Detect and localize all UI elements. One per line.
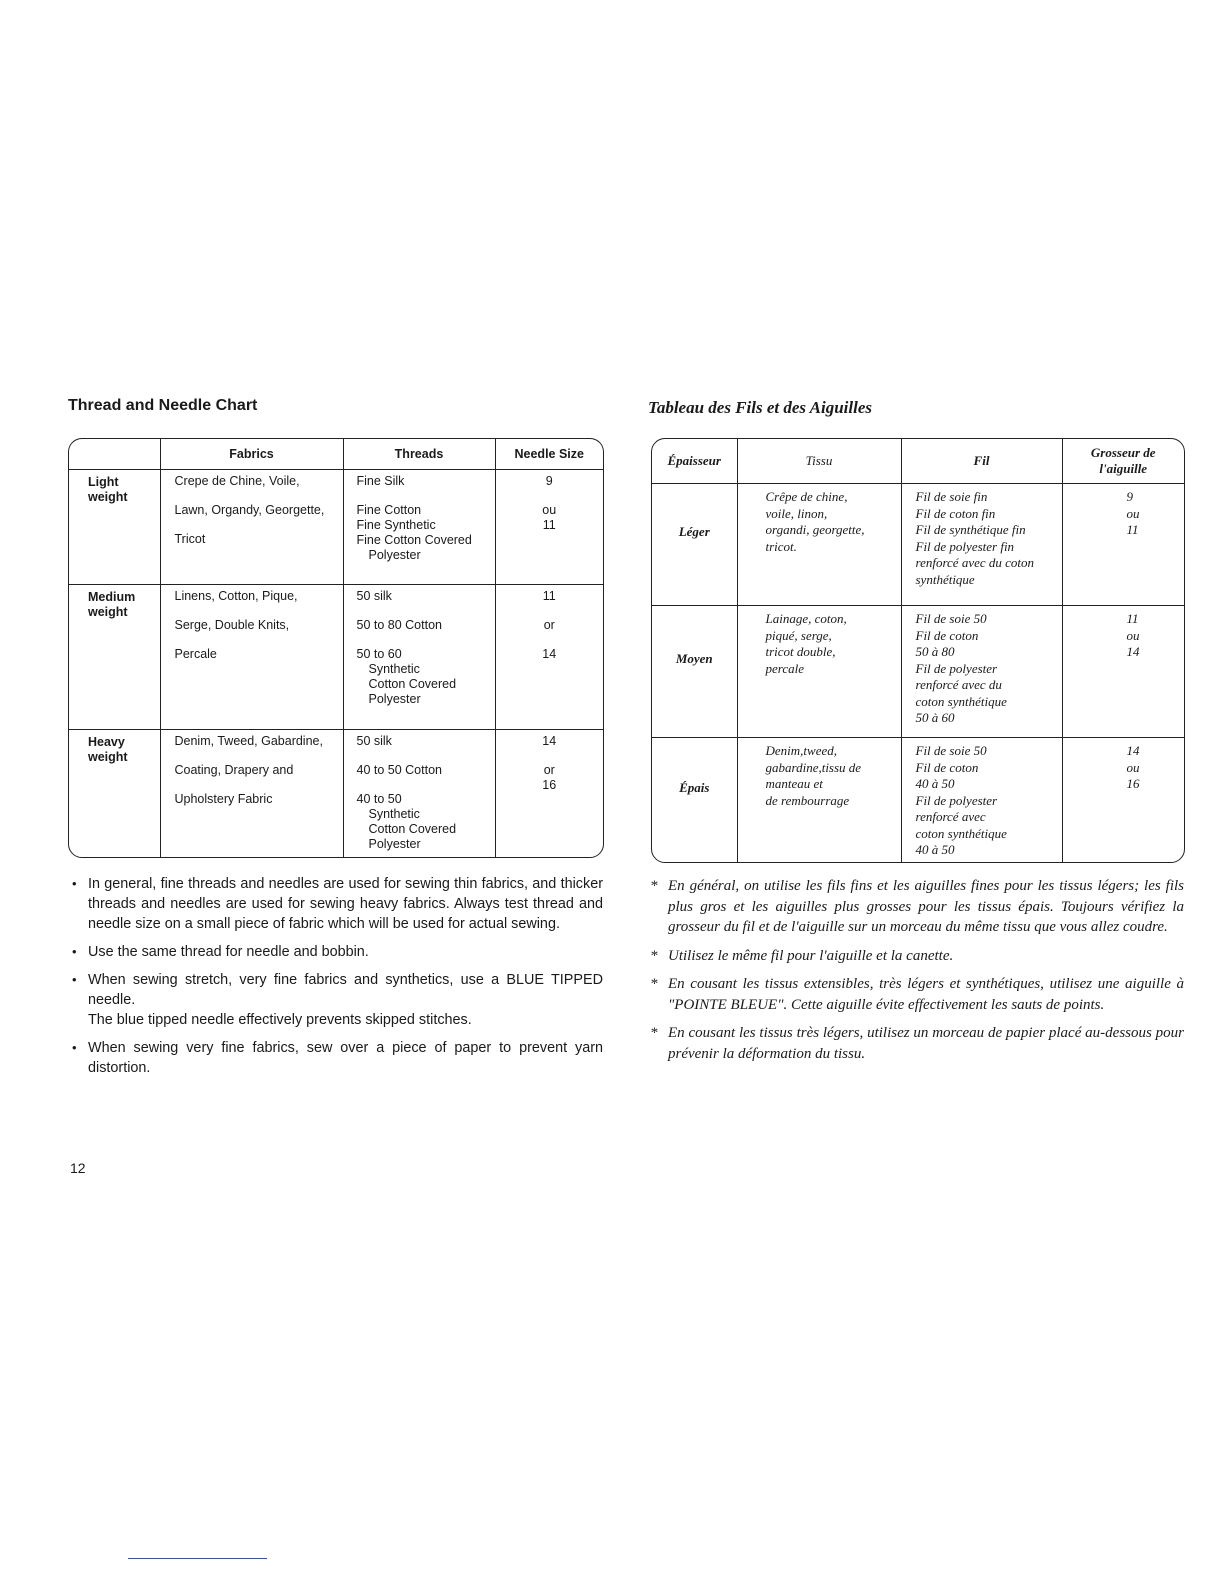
list-item: • Use the same thread for needle and bobbin.: [72, 944, 369, 960]
bullet-icon: *: [650, 947, 658, 964]
weight-cell: Medium weight: [69, 585, 160, 730]
threads-cell: Fine Silk Fine Cotton Fine Synthetic Fine Cotton Covered Polyester: [343, 470, 495, 585]
bullet-icon: •: [72, 972, 77, 987]
needle-cell: 9 ou 11: [1062, 484, 1184, 606]
fabrics-cell: Linens, Cotton, Pique, Serge, Double Knits, Percale: [160, 585, 343, 730]
bullet-icon: *: [650, 1025, 658, 1041]
weight-cell: Épais: [652, 738, 737, 863]
page-title-english: Thread and Needle Chart: [68, 397, 258, 414]
needle-cell: 11 or 14: [495, 585, 603, 730]
bullet-icon: *: [650, 878, 658, 894]
needle-cell: 11 ou 14: [1062, 606, 1184, 738]
note-extra: The blue tipped needle effectively prevents skipped stitches.: [88, 1012, 472, 1028]
list-item: * En cousant les tissus extensibles, très légers et synthétiques, utilisez une aiguille à "POINTE BLEUE". Cette aiguille évite effectivement les sauts de points.: [650, 976, 1184, 1013]
fabrics-cell: Lainage, coton, piqué, serge, tricot double, percale: [737, 606, 901, 738]
fabrics-cell: Crepe de Chine, Voile, Lawn, Organdy, Georgette, Tricot: [160, 470, 343, 585]
weight-cell: Heavy weight: [69, 730, 160, 858]
header-needle-size: Grosseur de l'aiguille: [1062, 439, 1184, 484]
header-weight: Épaisseur: [652, 439, 737, 484]
list-item: • When sewing very fine fabrics, sew over a piece of paper to prevent yarn distortion.: [72, 1040, 603, 1076]
weight-cell: Léger: [652, 484, 737, 606]
footer-rule: [128, 1558, 267, 1559]
needle-cell: 14 ou 16: [1062, 738, 1184, 863]
thread-needle-table-english: [68, 438, 604, 858]
needle-cell: 9 ou 11: [495, 470, 603, 585]
header-fabrics: Tissu: [737, 439, 901, 484]
fabrics-cell: Denim, Tweed, Gabardine, Coating, Drapery and Upholstery Fabric: [160, 730, 343, 858]
bullet-icon: •: [72, 876, 77, 891]
header-threads: Threads: [343, 439, 495, 470]
threads-cell: 50 silk 50 to 80 Cotton 50 to 60 Synthetic Cotton Covered Polyester: [343, 585, 495, 730]
table-row: [69, 730, 603, 858]
bullet-icon: •: [72, 1040, 77, 1055]
table-row: [652, 484, 1184, 606]
bullet-icon: *: [650, 976, 658, 992]
fabrics-cell: Crêpe de chine, voile, linon, organdi, georgette, tricot.: [737, 484, 901, 606]
list-item: • In general, fine threads and needles are used for sewing thin fabrics, and thicker threads and needles are used for sewing heavy fabrics. Always test thread and needle size on a small piece of fabric which will be used for actual sewing.: [72, 876, 603, 932]
table-row: [652, 738, 1184, 863]
weight-cell: Moyen: [652, 606, 737, 738]
list-item: • When sewing stretch, very fine fabrics and synthetics, use a BLUE TIPPED needle. The blue tipped needle effectively prevents skipped stitches.: [72, 972, 603, 1028]
notes-list-english: [70, 874, 603, 1086]
table-row: [652, 606, 1184, 738]
page-number: 12: [70, 1160, 86, 1176]
table-row: [69, 585, 603, 730]
threads-cell: 50 silk 40 to 50 Cotton 40 to 50 Synthetic Cotton Covered Polyester: [343, 730, 495, 858]
fabrics-cell: Denim,tweed, gabardine,tissu de manteau et de rembourrage: [737, 738, 901, 863]
header-threads: Fil: [901, 439, 1062, 484]
needle-cell: 14 or 16: [495, 730, 603, 858]
thread-needle-table-french: [651, 438, 1185, 863]
table-row: [69, 470, 603, 585]
list-item: * Utilisez le même fil pour l'aiguille et la canette.: [648, 946, 1184, 967]
list-item: * En cousant les tissus très légers, utilisez un morceau de papier placé au-dessous pour prévenir la déformation du tissu.: [650, 1025, 1184, 1062]
notes-list-french: [648, 876, 1184, 1072]
header-needle-size: Needle Size: [495, 439, 603, 470]
header-fabrics: Fabrics: [160, 439, 343, 470]
page-title-french: Tableau des Fils et des Aiguilles: [648, 398, 873, 417]
weight-cell: Light weight: [69, 470, 160, 585]
threads-cell: Fil de soie 50 Fil de coton 50 à 80 Fil de polyester renforcé avec du coton synthétique 50 à 60: [901, 606, 1062, 738]
threads-cell: Fil de soie 50 Fil de coton 40 à 50 Fil de polyester renforcé avec coton synthétique 40 à 50: [901, 738, 1062, 863]
header-weight: [69, 439, 160, 470]
list-item: * En général, on utilise les fils fins et les aiguilles fines pour les tissus légers; les fils plus gros et les aiguilles plus grosses pour les tissus épais. Toujours vérifiez la grosseur du fil et de l'aiguille sur un morceau du même tissu que vous allez coudre.: [650, 878, 1184, 935]
bullet-icon: •: [72, 944, 77, 959]
threads-cell: Fil de soie fin Fil de coton fin Fil de synthétique fin Fil de polyester fin renforcé avec du coton synthétique: [901, 484, 1062, 606]
